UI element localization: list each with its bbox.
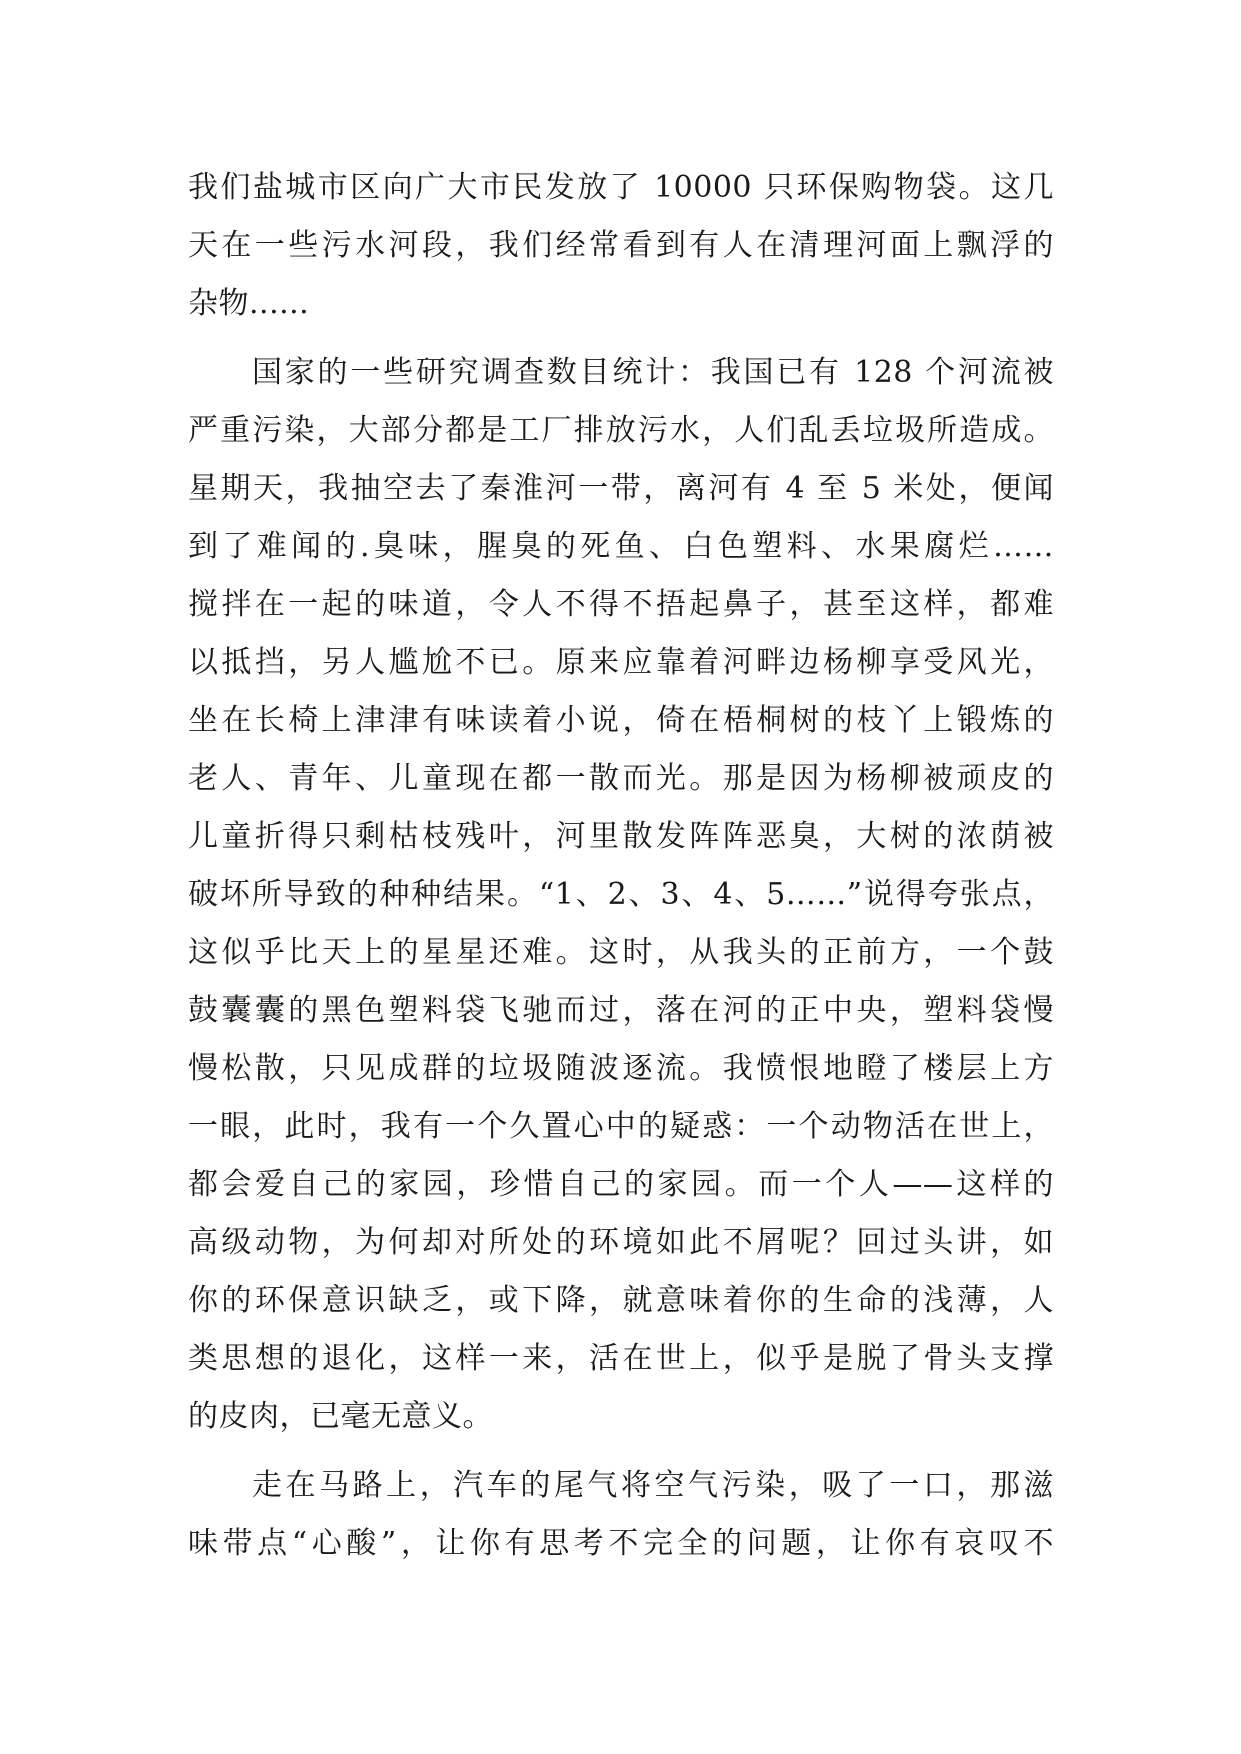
text-line: 走在马路上，汽车的尾气将空气污染，吸了一口，那滋 <box>252 1468 1054 1503</box>
text-line: 搅拌在一起的味道，令人不得不捂起鼻子，甚至这样，都难 <box>188 587 1054 622</box>
text-line: 我们盐城市区向广大市民发放了 10000 只环保购物袋。这几 <box>188 170 1054 205</box>
text-line: 你的环保意识缺乏，或下降，就意味着你的生命的浅薄，人 <box>188 1283 1054 1318</box>
text-line: 类思想的退化，这样一来，活在世上，似乎是脱了骨头支撑 <box>188 1341 1054 1376</box>
text-line: 慢松散，只见成群的垃圾随波逐流。我愤恨地瞪了楼层上方 <box>188 1051 1054 1086</box>
text-line: 鼓囊囊的黑色塑料袋飞驰而过，落在河的正中央，塑料袋慢 <box>188 993 1054 1028</box>
paragraph-2 <box>188 344 1054 1446</box>
text-line: 高级动物，为何却对所处的环境如此不屑呢？回过头讲，如 <box>188 1225 1054 1260</box>
text-line: 这似乎比天上的星星还难。这时，从我头的正前方，一个鼓 <box>188 935 1054 970</box>
text-line: 到了难闻的.臭味，腥臭的死鱼、白色塑料、水果腐烂…… <box>188 529 1054 564</box>
text-line: 的皮肉，已毫无意义。 <box>188 1399 493 1434</box>
text-line: 一眼，此时，我有一个久置心中的疑惑：一个动物活在世上， <box>188 1109 1054 1144</box>
text-line: 坐在长椅上津津有味读着小说，倚在梧桐树的枝丫上锻炼的 <box>188 703 1054 738</box>
text-line: 以抵挡，另人尴尬不已。原来应靠着河畔边杨柳享受风光， <box>188 645 1054 680</box>
text-line: 国家的一些研究调查数目统计：我国已有 128 个河流被 <box>252 355 1054 390</box>
text-line: 都会爱自己的家园，珍惜自己的家园。而一个人——这样的 <box>188 1167 1054 1202</box>
paragraph-1 <box>188 159 1054 333</box>
text-line: 天在一些污水河段，我们经常看到有人在清理河面上飘浮的 <box>188 228 1054 263</box>
text-line: 星期天，我抽空去了秦淮河一带，离河有 4 至 5 米处，便闻 <box>188 471 1054 506</box>
text-line: 严重污染，大部分都是工厂排放污水，人们乱丢垃圾所造成。 <box>188 413 1054 448</box>
paragraph-3 <box>188 1457 1054 1573</box>
text-line: 老人、青年、儿童现在都一散而光。那是因为杨柳被顽皮的 <box>188 761 1054 796</box>
paragraph-spacing <box>188 333 1054 344</box>
text-line: 杂物...... <box>188 286 310 321</box>
paragraph-spacing <box>188 1446 1054 1457</box>
text-line: 破坏所导致的种种结果。“1、2、3、4、5……”说得夸张点， <box>188 877 1054 912</box>
document-body <box>188 159 1054 1573</box>
text-line: 味带点“心酸”，让你有思考不完全的问题，让你有哀叹不 <box>188 1526 1054 1561</box>
text-line: 儿童折得只剩枯枝残叶，河里散发阵阵恶臭，大树的浓荫被 <box>188 819 1054 854</box>
